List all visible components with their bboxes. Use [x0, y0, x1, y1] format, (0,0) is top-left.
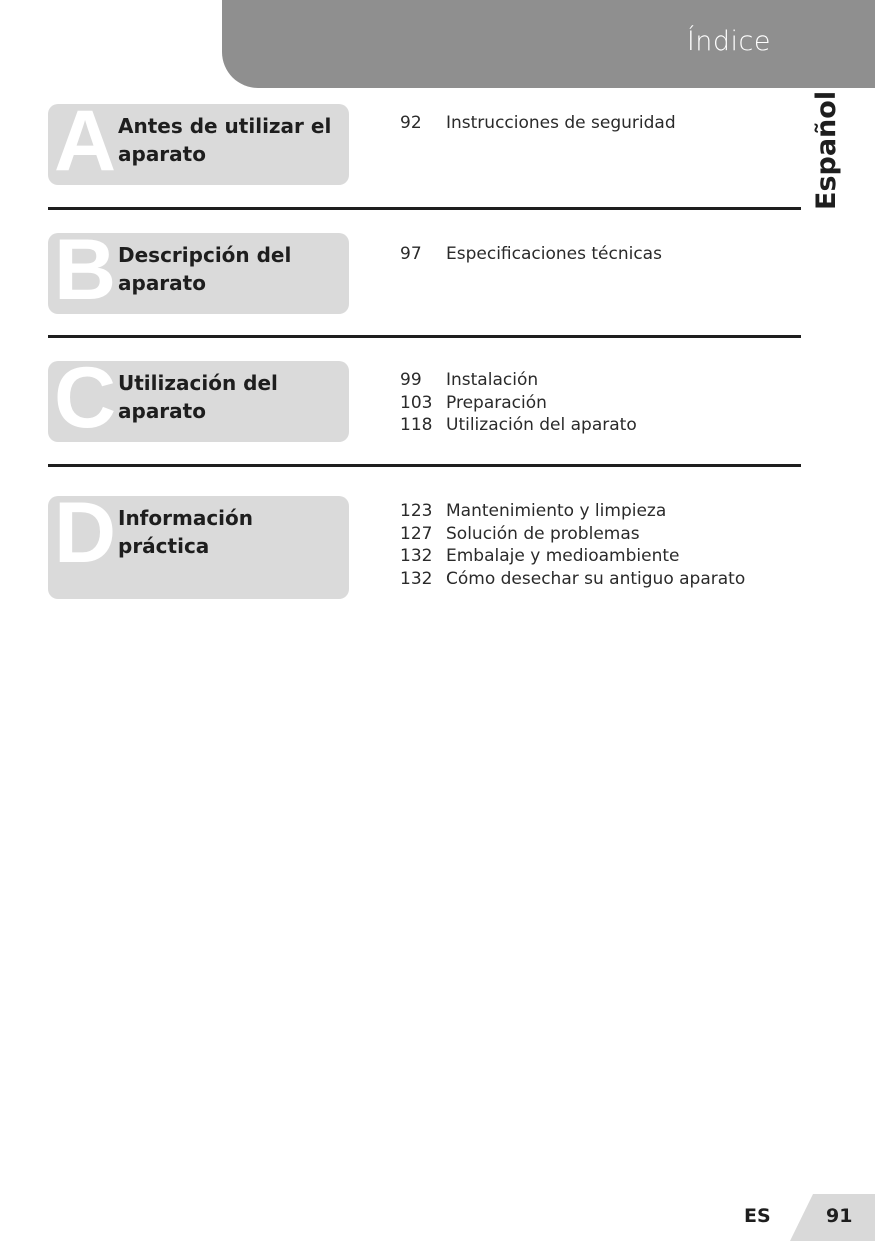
- toc-page-number: 118: [400, 415, 433, 436]
- toc-entry-label: Instrucciones de seguridad: [446, 113, 676, 133]
- toc-entry-label: Especificaciones técnicas: [446, 244, 662, 264]
- toc-list: [400, 112, 676, 135]
- section-divider: [48, 464, 801, 467]
- section-header-box: [48, 361, 349, 442]
- footer-page-number: 91: [826, 1205, 853, 1227]
- section-divider: [48, 207, 801, 210]
- toc-entry[interactable]: [400, 523, 745, 546]
- toc-entry-label: Instalación: [446, 370, 539, 390]
- toc-page-number: 103: [400, 392, 433, 413]
- section-title: Antes de utilizar el aparato: [118, 114, 332, 166]
- toc-page-number: 99: [400, 370, 422, 390]
- toc-entry-label: Mantenimiento y limpieza: [446, 501, 667, 521]
- section-letter: C: [54, 361, 117, 442]
- section-title: Utilización del aparato: [118, 371, 278, 423]
- section-header-box: [48, 104, 349, 185]
- toc-entry[interactable]: [400, 500, 745, 523]
- section-header-box: [48, 496, 349, 599]
- toc-entry[interactable]: [400, 112, 676, 135]
- toc-list: [400, 500, 745, 591]
- section-header-box: [48, 233, 349, 314]
- language-label: Español: [811, 90, 842, 210]
- section-divider: [48, 335, 801, 338]
- toc-entry-label: Preparación: [446, 392, 547, 413]
- toc-entry-label: Embalaje y medioambiente: [446, 546, 680, 567]
- section-letter: D: [54, 496, 117, 581]
- toc-entry[interactable]: [400, 369, 637, 392]
- page-title: Índice: [686, 26, 771, 57]
- toc-entry[interactable]: [400, 414, 637, 437]
- toc-entry[interactable]: [400, 243, 662, 266]
- toc-page-number: 123: [400, 501, 433, 521]
- toc-page-number: 132: [400, 569, 433, 590]
- toc-entry-label: Cómo desechar su antiguo aparato: [446, 569, 746, 590]
- section-title: Descripción del aparato: [118, 243, 292, 295]
- toc-page-number: 132: [400, 546, 433, 567]
- section-letter: A: [54, 104, 117, 185]
- toc-page-number: 127: [400, 523, 433, 544]
- toc-list: [400, 369, 637, 437]
- toc-entry[interactable]: [400, 568, 745, 591]
- toc-page-number: 97: [400, 244, 422, 264]
- toc-entry[interactable]: [400, 392, 637, 415]
- header-tab: [222, 0, 875, 88]
- toc-list: [400, 243, 662, 266]
- toc-entry-label: Utilización del aparato: [446, 415, 637, 436]
- section-letter: B: [54, 233, 117, 314]
- toc-page-number: 92: [400, 113, 422, 133]
- footer-language-code: ES: [744, 1205, 771, 1227]
- toc-entry[interactable]: [400, 545, 745, 568]
- section-title: Información práctica: [118, 506, 254, 558]
- toc-entry-label: Solución de problemas: [446, 523, 640, 544]
